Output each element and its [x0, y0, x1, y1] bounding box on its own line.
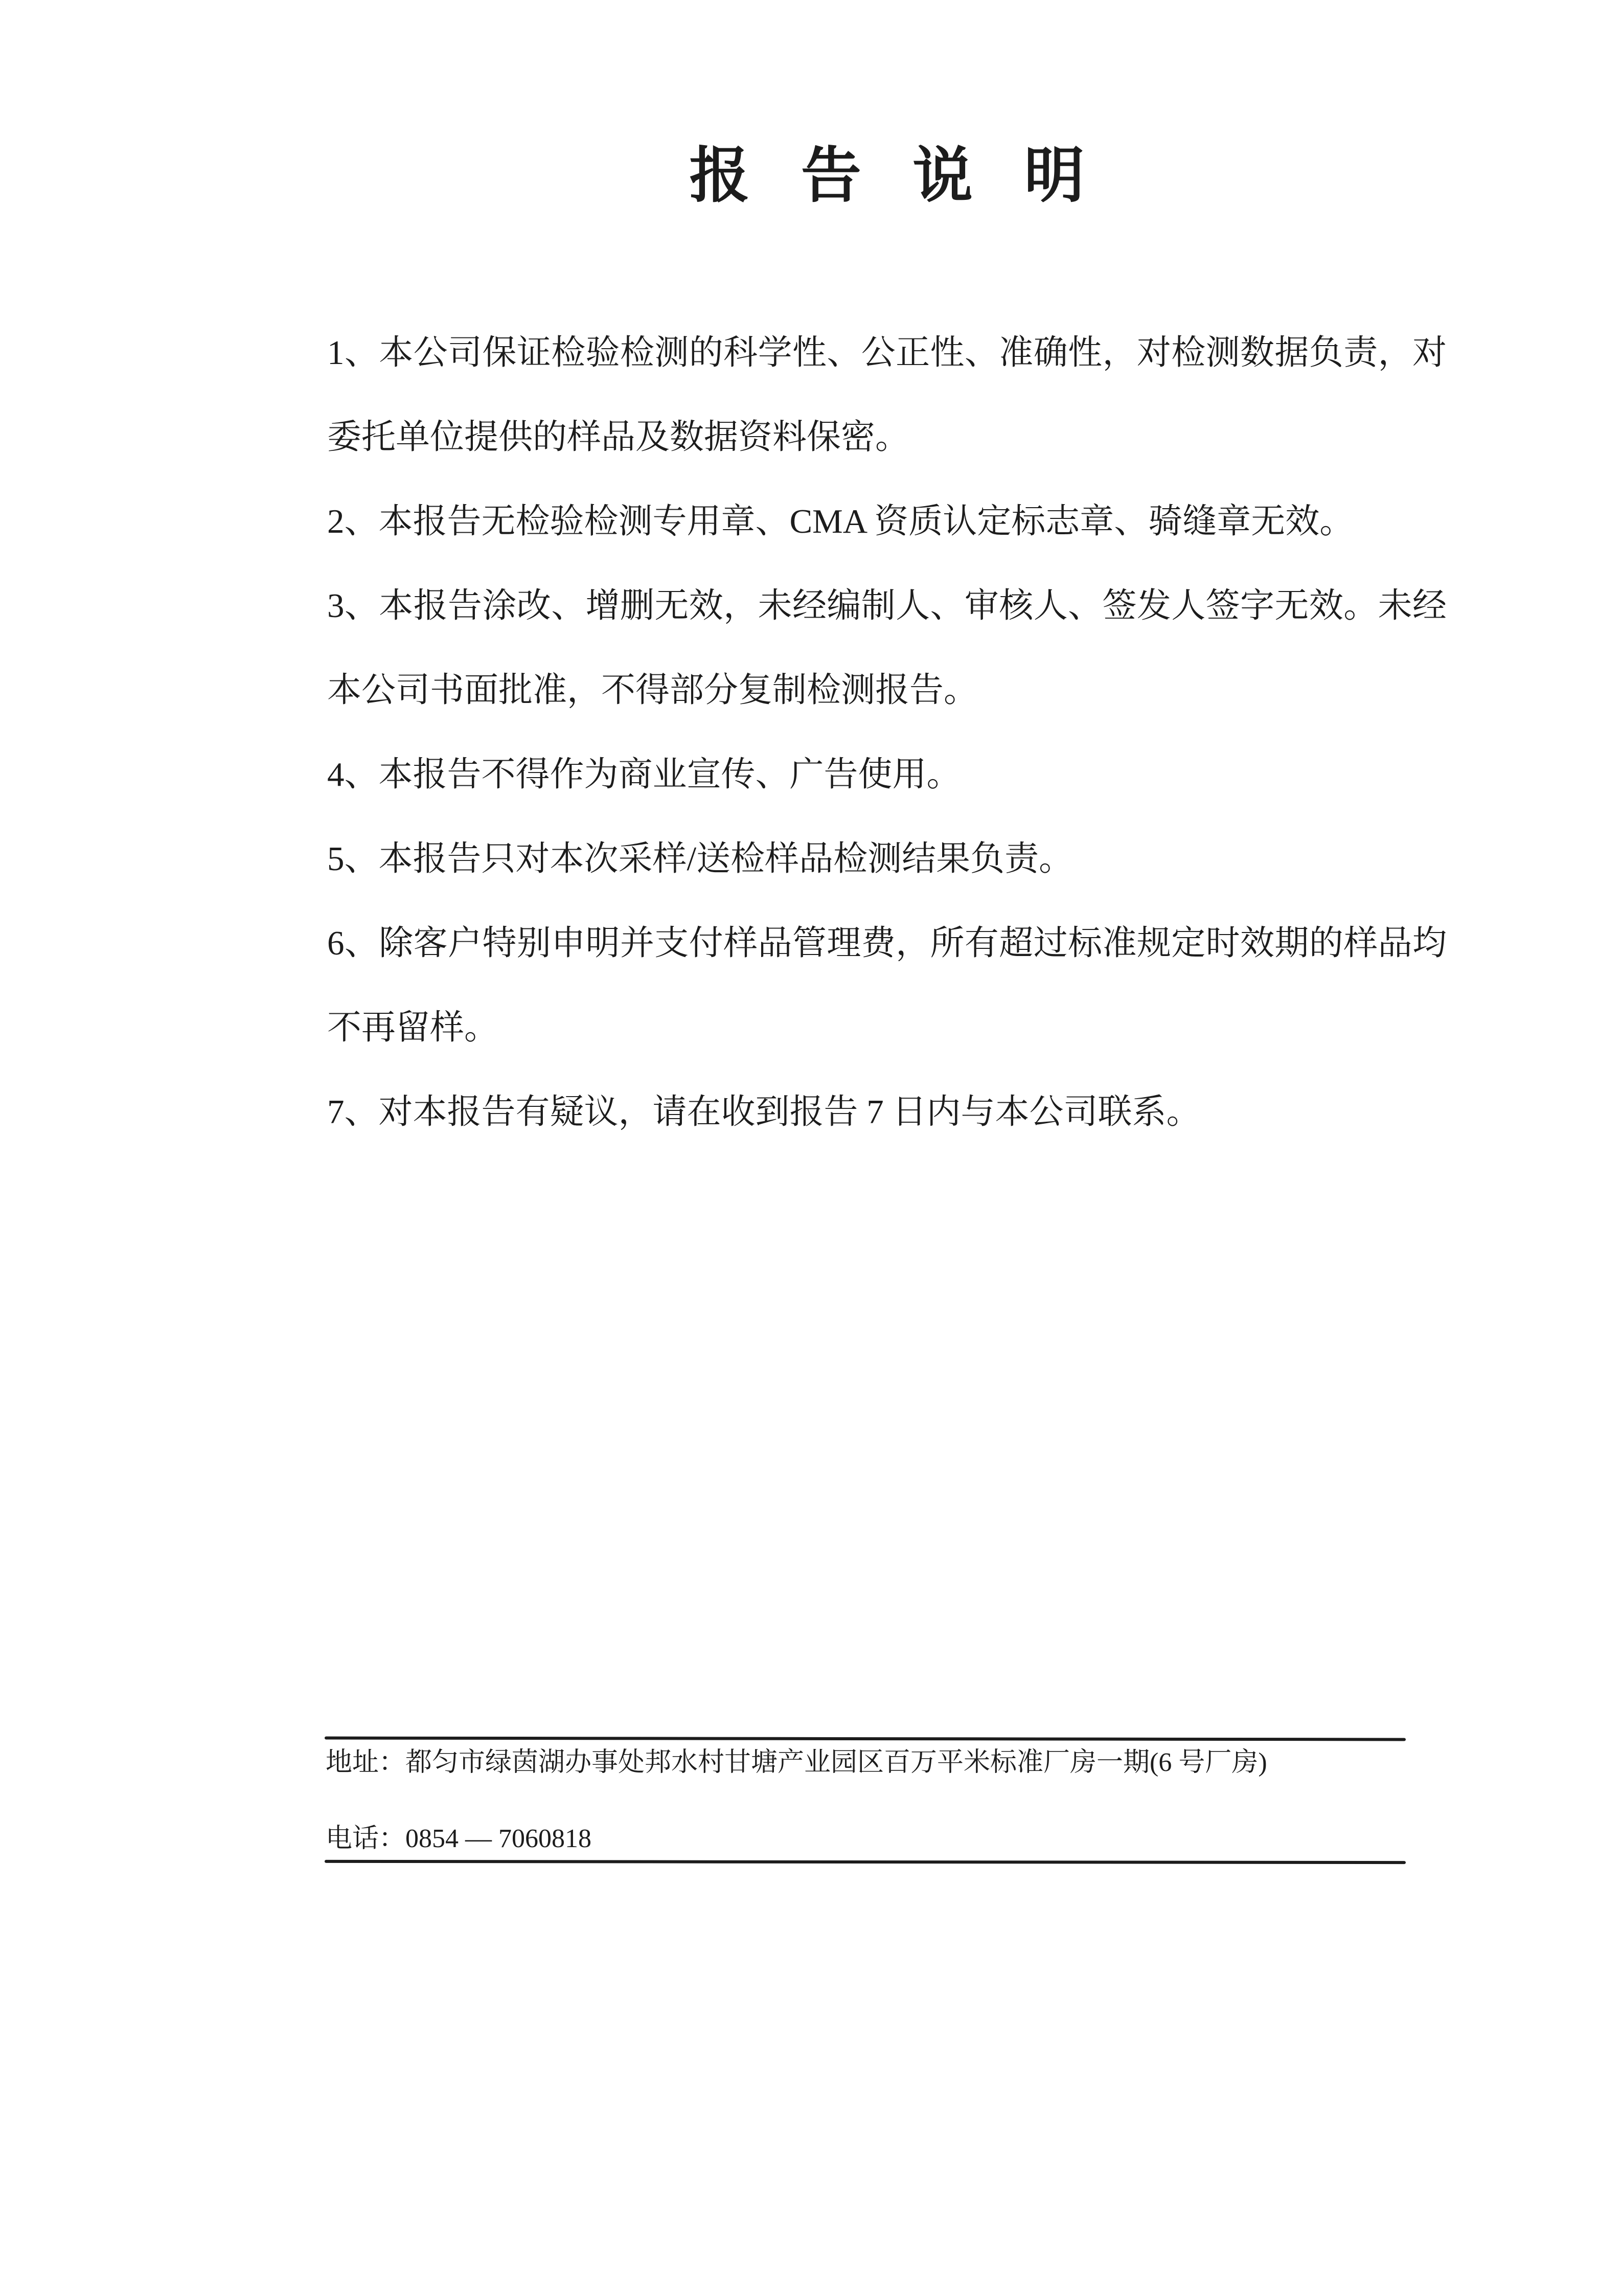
note-5-line-1: 5、本报告只对本次采样/送检样品检测结果负责。	[327, 840, 1073, 878]
report-notes-list	[327, 311, 1447, 1154]
footer-address: 地址：都匀市绿茵湖办事处邦水村甘塘产业园区百万平米标准厂房一期(6 号厂房)	[326, 1748, 1267, 1777]
note-1-line-2: 委托单位提供的样品及数据资料保密。	[327, 418, 909, 456]
note-4-line-1: 4、本报告不得作为商业宣传、广告使用。	[327, 756, 961, 793]
page-title-text: 报告说明	[689, 143, 1136, 210]
note-7-line-1: 7、对本报告有疑议，请在收到报告 7 日内与本公司联系。	[327, 1093, 1201, 1131]
note-2-line-1: 2、本报告无检验检测专用章、CMA 资质认定标志章、骑缝章无效。	[327, 503, 1354, 540]
page-title	[327, 138, 1447, 215]
note-3-line-2: 本公司书面批准，不得部分复制检测报告。	[327, 671, 978, 709]
footer-divider-bottom	[325, 1860, 1406, 1864]
note-3-line-1: 3、本报告涂改、增删无效，未经编制人、审核人、签发人签字无效。未经	[327, 587, 1447, 625]
footer-divider-top	[325, 1737, 1406, 1741]
note-6-line-2: 不再留样。	[327, 1009, 498, 1047]
note-1-line-1: 1、本公司保证检验检测的科学性、公正性、准确性，对检测数据负责，对	[327, 334, 1447, 372]
note-6-line-1: 6、除客户特别申明并支付样品管理费，所有超过标准规定时效期的样品均	[327, 924, 1447, 962]
footer-phone: 电话：0854 — 7060818	[326, 1824, 592, 1853]
